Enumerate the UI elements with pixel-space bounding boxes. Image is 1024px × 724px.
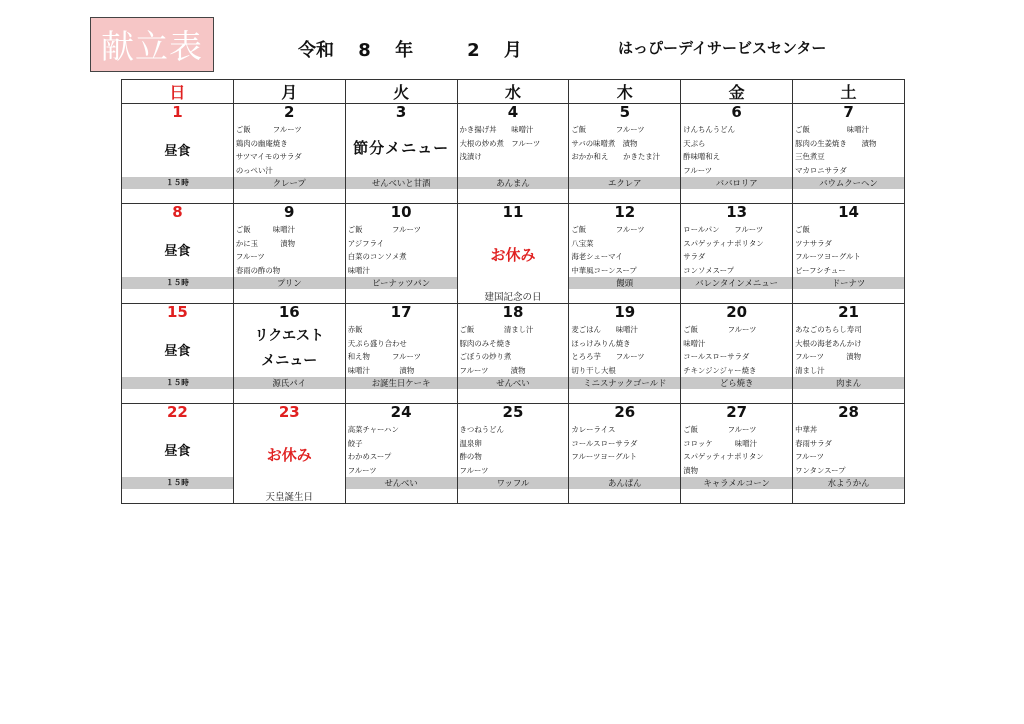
snack-item: ミニスナックゴールド — [569, 377, 680, 389]
menu-item: ツナサラダ — [795, 238, 832, 248]
menu-item: マカロニサラダ — [795, 165, 847, 175]
holiday-name: 天皇誕生日 — [265, 492, 314, 503]
day-number: 16 — [278, 303, 300, 321]
menu-item: 八宝菜 — [571, 238, 594, 248]
snack-item: 饅頭 — [569, 277, 680, 289]
menu-item: 酢味噌和え — [683, 152, 721, 162]
menu-item: 餃子 — [347, 438, 363, 448]
day-cell — [233, 204, 345, 304]
weekday-header: 水 — [457, 80, 569, 104]
menu-item: ご飯 フルーツ — [683, 325, 757, 334]
day-cell — [569, 404, 681, 504]
menu-item: けんちんうどん — [683, 125, 735, 134]
menu-items — [348, 223, 455, 277]
menu-items — [683, 123, 790, 177]
sunday-cell — [122, 104, 234, 204]
menu-calendar — [121, 79, 905, 504]
menu-item: 白菜のコンソメ煮 — [347, 252, 407, 262]
menu-item: 豚肉の生姜焼き 漬物 — [795, 138, 877, 148]
menu-item: ご飯 味噌汁 — [235, 225, 295, 234]
snack-item: どら焼き — [681, 377, 792, 389]
menu-item: 赤飯 — [347, 325, 363, 334]
snack-item: プリン — [234, 277, 345, 289]
snack-item: 水ようかん — [793, 477, 904, 489]
day-cell — [793, 204, 905, 304]
snack-item: 源氏パイ — [234, 377, 345, 389]
menu-item: ご飯 フルーツ — [347, 225, 422, 234]
day-number: 4 — [507, 103, 519, 121]
day-cell — [345, 104, 457, 204]
day-number: 21 — [838, 303, 859, 321]
menu-item: フルーツ 漬物 — [795, 352, 861, 362]
menu-items — [795, 423, 902, 477]
snack-item: バレンタインメニュー — [681, 277, 792, 289]
menu-item: フルーツ — [459, 465, 489, 475]
menu-item: かき揚げ丼 味噌汁 — [459, 125, 534, 134]
menu-item: チキンジンジャー焼き — [683, 365, 757, 375]
day-cell — [569, 204, 681, 304]
day-number: 17 — [390, 303, 412, 321]
day-cell — [681, 304, 793, 404]
day-number: 3 — [395, 103, 407, 121]
holiday-name: 建国記念の日 — [484, 292, 542, 303]
menu-item: ご飯 清まし汁 — [459, 325, 534, 334]
menu-items — [460, 323, 567, 377]
menu-item: ごぼうの炒り煮 — [459, 352, 512, 362]
snack-item: せんべい — [346, 477, 457, 489]
menu-item: ワンタンスープ — [795, 465, 846, 475]
weekday-header: 日 — [122, 80, 234, 104]
menu-items — [571, 123, 678, 164]
menu-item: ほっけみりん焼き — [571, 338, 631, 348]
menu-items — [571, 323, 678, 377]
day-number: 15 — [166, 303, 188, 321]
menu-item: コールスローサラダ — [571, 438, 638, 448]
menu-item: 浅漬け — [459, 152, 482, 162]
menu-item: フルーツ — [683, 165, 713, 175]
day-cell — [681, 204, 793, 304]
menu-item: 清まし汁 — [795, 365, 825, 375]
day-cell — [793, 404, 905, 504]
snack-item: ワッフル — [458, 477, 569, 489]
sunday-cell — [122, 304, 234, 404]
year-unit: 年 — [395, 40, 414, 61]
request-menu-line: リクエスト — [254, 328, 324, 344]
day-number: 1 — [172, 103, 183, 121]
day-cell — [457, 104, 569, 204]
menu-item: コールスローサラダ — [683, 352, 750, 362]
menu-items — [236, 223, 343, 277]
menu-item: あなごのちらし寿司 — [795, 325, 862, 334]
day-number: 10 — [390, 203, 412, 221]
week-row — [122, 104, 905, 204]
menu-item: ご飯 — [795, 225, 810, 234]
month-year-heading — [298, 36, 522, 62]
day-cell — [681, 404, 793, 504]
menu-item: 大根の海老あんかけ — [795, 338, 862, 348]
menu-item: 切り干し大根 — [571, 365, 616, 375]
day-cell — [569, 104, 681, 204]
menu-items — [795, 323, 902, 377]
day-number: 11 — [502, 203, 524, 221]
lunch-label: 昼食 — [164, 444, 191, 459]
menu-item: フルーツ — [795, 452, 825, 462]
menu-items — [795, 123, 902, 177]
lunch-label: 昼食 — [164, 244, 191, 259]
day-number: 8 — [172, 203, 183, 221]
menu-item: サツマイモのサラダ — [235, 152, 302, 162]
menu-item: 酢の物 — [459, 452, 482, 462]
menu-item: ご飯 フルーツ — [571, 125, 645, 134]
day-number: 13 — [726, 203, 748, 221]
menu-item: 味噌汁 — [347, 265, 370, 275]
menu-items — [795, 223, 902, 277]
day-number: 18 — [502, 303, 524, 321]
day-cell — [457, 404, 569, 504]
day-number: 14 — [838, 203, 859, 221]
menu-item: 中華風コーンスープ — [571, 265, 637, 275]
snack-item: お誕生日ケーキ — [346, 377, 457, 389]
snack-time-label: １５時 — [122, 277, 233, 289]
day-number: 23 — [278, 403, 300, 421]
snack-item: クレープ — [234, 177, 345, 189]
day-number: 22 — [166, 403, 188, 421]
menu-item: おかか和え かきたま汁 — [571, 152, 661, 162]
menu-item: 和え物 フルーツ — [347, 352, 422, 362]
request-menu — [234, 324, 345, 374]
snack-item: ドーナツ — [793, 277, 904, 289]
era-name: 令和 — [298, 40, 334, 61]
menu-item: フルーツ — [235, 252, 265, 262]
menu-item: 漬物 — [683, 465, 699, 475]
snack-item: ピーナッツパン — [346, 277, 457, 289]
menu-item: ロールパン フルーツ — [683, 225, 764, 234]
weekday-header: 木 — [569, 80, 681, 104]
day-number: 5 — [619, 103, 631, 121]
menu-item: サラダ — [683, 252, 706, 262]
sunday-cell — [122, 204, 234, 304]
day-cell — [345, 204, 457, 304]
menu-item: フルーツヨーグルト — [571, 452, 638, 462]
year-number: 8 — [358, 40, 371, 61]
week-row — [122, 404, 905, 504]
menu-items — [571, 223, 678, 277]
day-cell — [681, 104, 793, 204]
menu-item: のっぺい汁 — [235, 165, 273, 175]
menu-item: フルーツヨーグルト — [795, 252, 861, 262]
month-number: 2 — [467, 40, 480, 61]
day-number: 12 — [614, 203, 636, 221]
menu-item: ご飯 フルーツ — [235, 125, 302, 134]
weekday-header: 金 — [681, 80, 793, 104]
menu-items — [571, 423, 678, 464]
snack-item: バウムクーヘン — [793, 177, 904, 189]
week-row — [122, 204, 905, 304]
closed-label: お休み — [490, 246, 536, 264]
sunday-cell — [122, 404, 234, 504]
menu-items — [683, 223, 790, 277]
menu-item: 鶏肉の幽庵焼き — [235, 138, 288, 148]
menu-item: コンソメスープ — [683, 265, 735, 275]
menu-item: 中華丼 — [795, 425, 818, 434]
snack-time-label: １５時 — [122, 477, 233, 489]
day-number: 2 — [284, 103, 295, 121]
menu-item: 温泉卵 — [459, 438, 482, 448]
page-title: 献立表 — [90, 17, 214, 72]
snack-time-label: １５時 — [122, 177, 233, 189]
menu-item: 春雨サラダ — [795, 438, 832, 448]
day-cell — [457, 204, 569, 304]
day-cell — [457, 304, 569, 404]
menu-items — [460, 423, 567, 477]
menu-item: カレーライス — [571, 425, 616, 434]
menu-items — [236, 123, 343, 177]
day-number: 6 — [731, 103, 742, 121]
day-number: 20 — [726, 303, 748, 321]
menu-item: アジフライ — [347, 238, 385, 248]
menu-item: 海老シューマイ — [571, 252, 623, 262]
menu-item: ビーフシチュー — [795, 265, 846, 275]
snack-item: ババロリア — [681, 177, 792, 189]
menu-item: きつねうどん — [459, 425, 504, 434]
day-cell — [233, 104, 345, 204]
lunch-label: 昼食 — [164, 144, 191, 159]
day-cell — [569, 304, 681, 404]
menu-item: 高菜チャーハン — [347, 425, 399, 434]
lunch-label: 昼食 — [164, 344, 191, 359]
snack-item: あんまん — [458, 177, 569, 189]
snack-time-label: １５時 — [122, 377, 233, 389]
day-cell — [233, 304, 345, 404]
menu-item: 大根の炒め煮 フルーツ — [459, 138, 541, 148]
month-unit: 月 — [503, 40, 522, 61]
menu-item: フルーツ 漬物 — [459, 365, 526, 375]
day-number: 26 — [614, 403, 636, 421]
menu-item: 豚肉のみそ焼き — [459, 338, 512, 348]
day-cell — [233, 404, 345, 504]
snack-item: せんべいと甘酒 — [346, 177, 457, 189]
menu-item: とろろ芋 フルーツ — [571, 352, 645, 362]
day-number: 25 — [502, 403, 524, 421]
snack-item: 肉まん — [793, 377, 904, 389]
week-row — [122, 304, 905, 404]
snack-item: エクレア — [569, 177, 680, 189]
menu-item: 麦ごはん 味噌汁 — [571, 325, 638, 334]
weekday-header-row — [122, 80, 905, 104]
day-number: 9 — [284, 203, 295, 221]
weekday-header: 土 — [793, 80, 905, 104]
menu-item: 天ぷら — [683, 138, 706, 148]
request-menu-line: メニュー — [261, 353, 318, 369]
menu-item: かに玉 漬物 — [235, 238, 295, 248]
day-number: 7 — [843, 103, 854, 121]
menu-items — [683, 323, 790, 377]
menu-items — [683, 423, 790, 477]
menu-item: 春雨の酢の物 — [235, 265, 281, 275]
day-cell — [345, 404, 457, 504]
day-cell — [793, 104, 905, 204]
menu-items — [460, 123, 567, 164]
menu-item: スパゲッティナポリタン — [683, 452, 764, 462]
menu-item: 天ぷら盛り合わせ — [347, 338, 407, 348]
day-number: 27 — [726, 403, 748, 421]
menu-item: スパゲッティナポリタン — [683, 238, 764, 248]
closed-label: お休み — [266, 446, 312, 464]
menu-item: コロッケ 味噌汁 — [683, 438, 757, 448]
menu-item: 味噌汁 — [683, 338, 706, 348]
menu-item: 味噌汁 漬物 — [347, 365, 415, 375]
snack-item: キャラメルコーン — [681, 477, 792, 489]
menu-items — [348, 323, 455, 377]
special-menu: 節分メニュー — [353, 139, 450, 157]
weekday-header: 月 — [233, 80, 345, 104]
menu-item: 三色煮豆 — [795, 152, 825, 162]
menu-item: ご飯 フルーツ — [571, 225, 645, 234]
menu-item: フルーツ — [347, 465, 377, 475]
snack-item: せんべい — [458, 377, 569, 389]
menu-item: サバの味噌煮 漬物 — [571, 138, 638, 148]
day-number: 24 — [390, 403, 412, 421]
facility-name: はっぴーデイサービスセンター — [618, 39, 827, 57]
day-number: 28 — [838, 403, 859, 421]
day-cell — [345, 304, 457, 404]
menu-item: ご飯 フルーツ — [683, 425, 757, 434]
snack-item: あんぱん — [569, 477, 680, 489]
day-cell — [793, 304, 905, 404]
menu-items — [348, 423, 455, 477]
menu-item: ご飯 味噌汁 — [795, 125, 869, 134]
weekday-header: 火 — [345, 80, 457, 104]
menu-item: わかめスープ — [347, 452, 392, 462]
day-number: 19 — [614, 303, 636, 321]
